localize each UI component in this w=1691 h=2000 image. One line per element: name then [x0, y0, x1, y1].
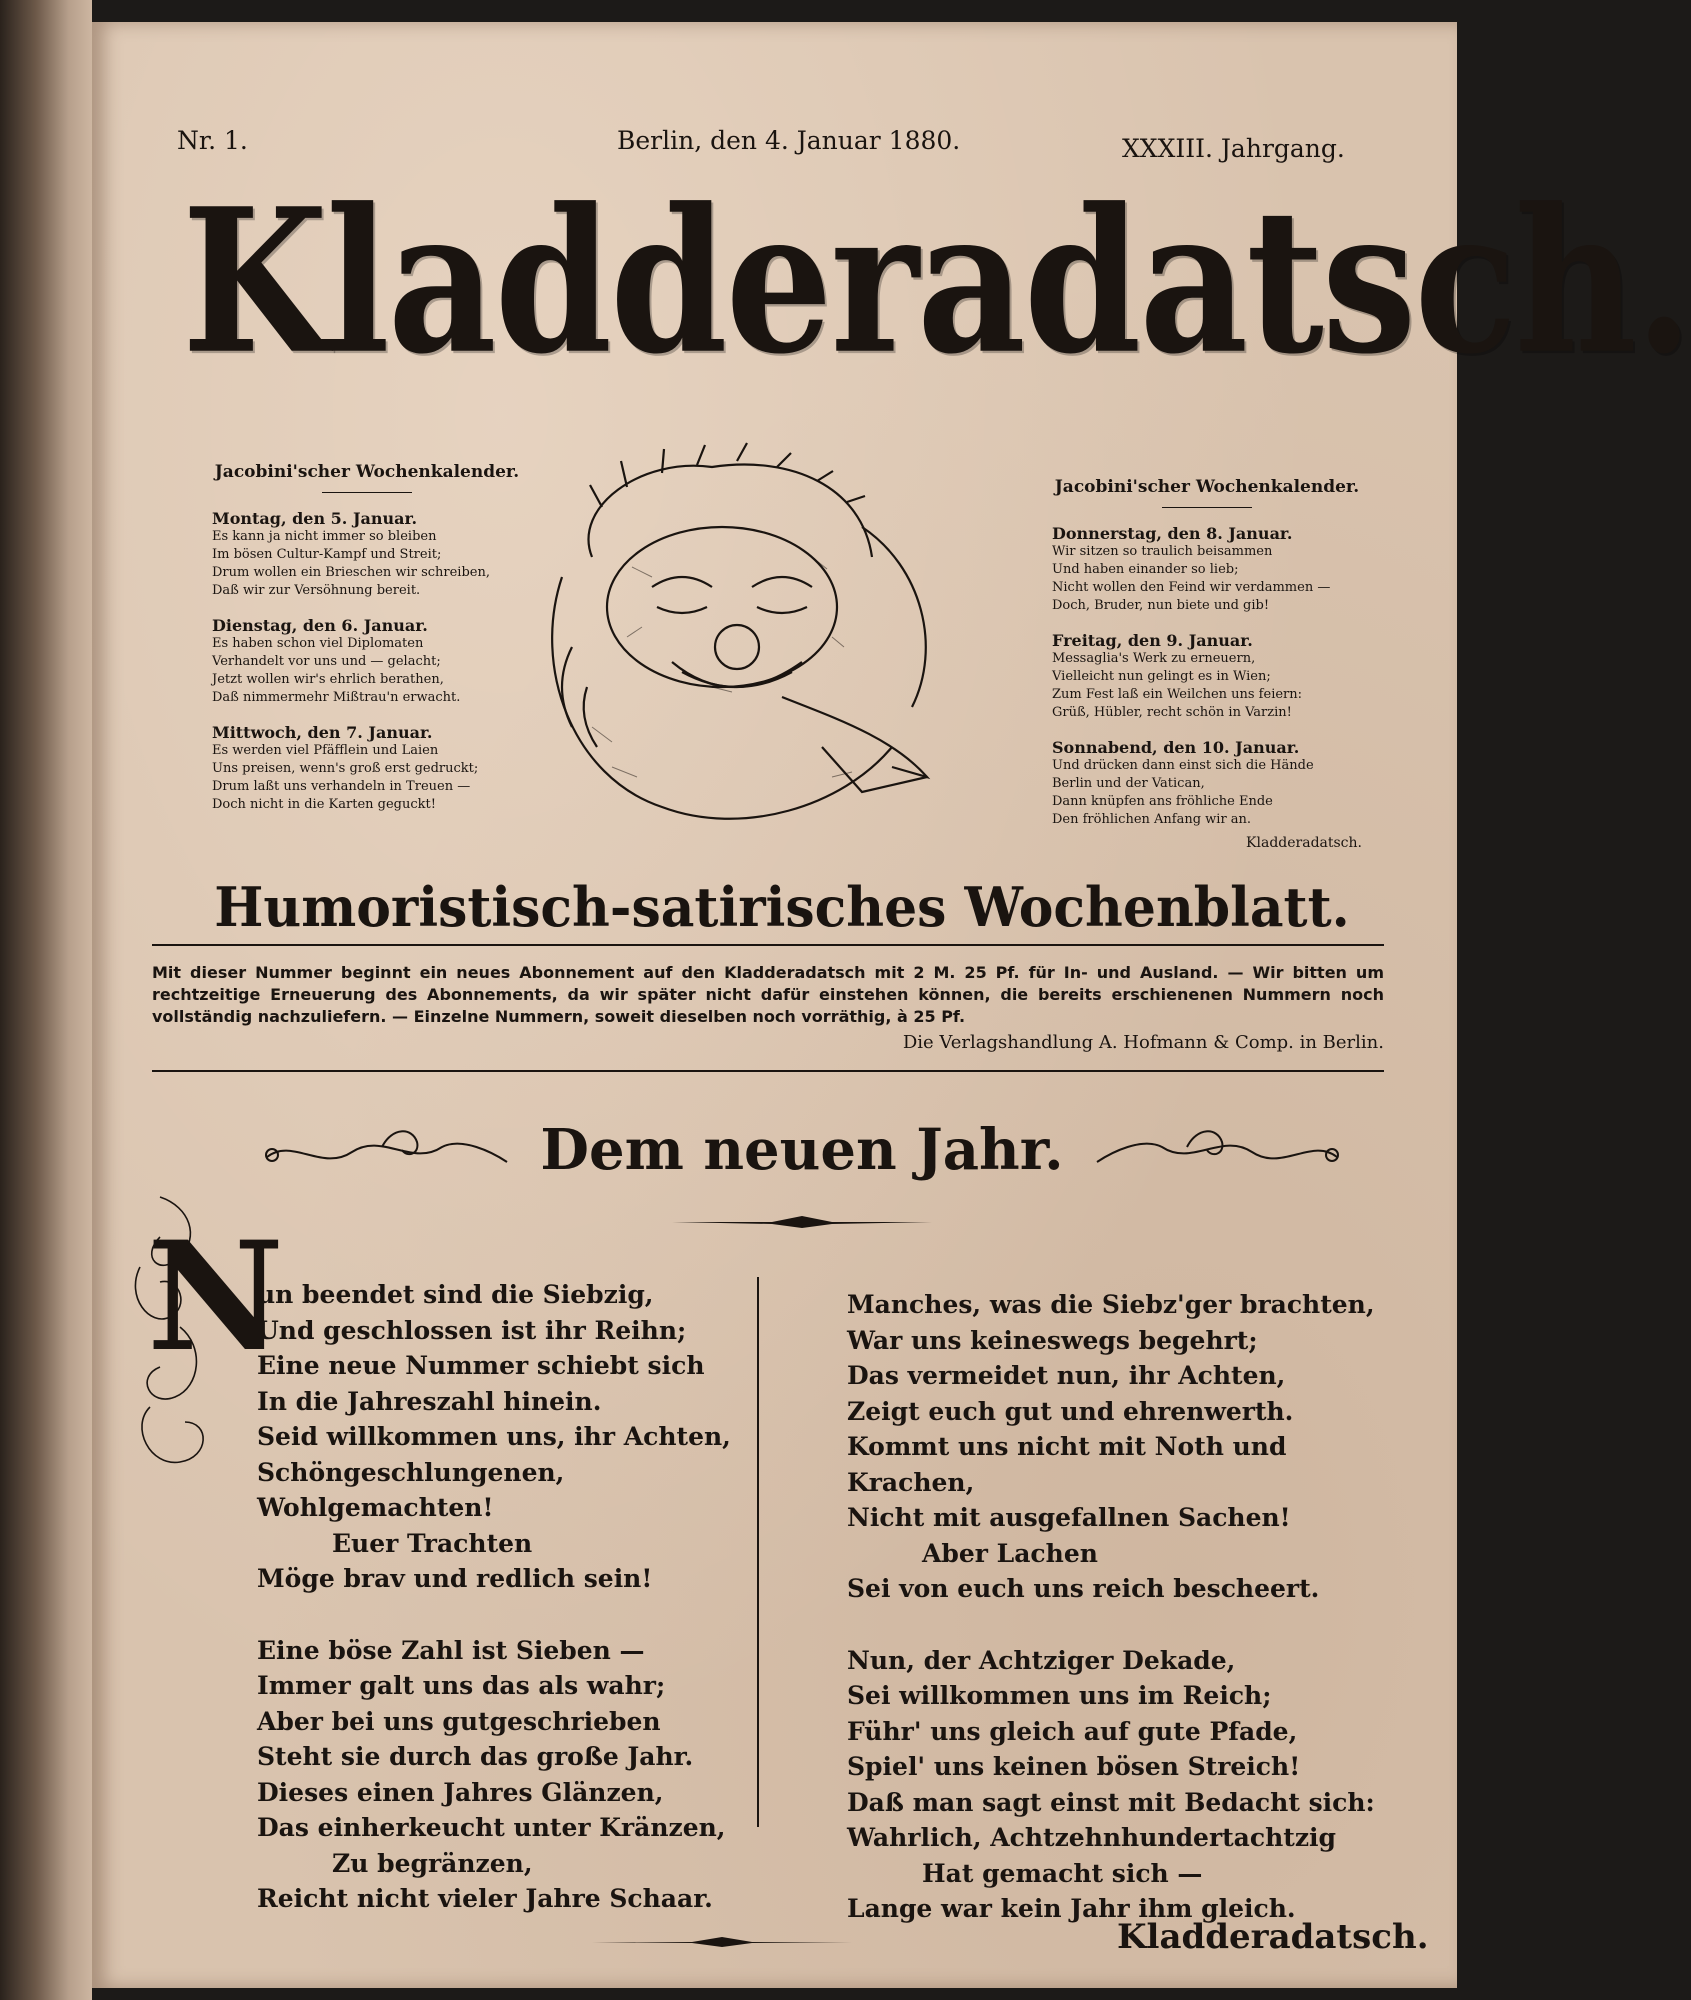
calendar-left-rule [322, 492, 412, 493]
calendar-signature: Kladderadatsch. [1246, 835, 1362, 851]
calendar-verse-line: Berlin und der Vatican, [1052, 776, 1205, 791]
calendar-right-title: Jacobini'scher Wochenkalender. [1054, 477, 1360, 497]
rule-bottom [152, 1070, 1384, 1072]
calendar-verse-line: Dann knüpfen ans fröhliche Ende [1052, 794, 1273, 809]
poem-line: Schöngeschlungenen, Wohlgemachten! [257, 1457, 565, 1522]
calendar-verse-line: Grüß, Hübler, recht schön in Varzin! [1052, 705, 1292, 720]
flourish-right-icon [1092, 1117, 1342, 1187]
poem-line: Seid willkommen uns, ihr Achten, [257, 1422, 731, 1451]
poem-column-2 [847, 1287, 1407, 1927]
calendar-day-title: Freitag, den 9. Januar. [1052, 631, 1253, 650]
calendar-left-title: Jacobini'scher Wochenkalender. [214, 462, 520, 482]
calendar-day-title: Dienstag, den 6. Januar. [212, 616, 428, 635]
calendar-verse-line: Daß nimmermehr Mißtrau'n erwacht. [212, 690, 461, 705]
poem-line: Das vermeidet nun, ihr Achten, [847, 1361, 1286, 1390]
poem-line: Reicht nicht vieler Jahre Schaar. [257, 1884, 713, 1913]
poem-line: Und geschlossen ist ihr Reihn; [257, 1315, 687, 1345]
poem-line: Aber bei uns gutgeschrieben [257, 1706, 661, 1736]
poem-line: Aber Lachen [922, 1538, 1098, 1568]
column-2-stanza-2 [847, 1643, 1407, 1927]
poem-line: War uns keineswegs begehrt; [847, 1325, 1258, 1355]
poem-line: Sei willkommen uns im Reich; [847, 1681, 1272, 1710]
poem-line: Wahrlich, Achtzehnhundertachtzig [847, 1823, 1337, 1852]
calendar-verse-line: Vielleicht nun gelingt es in Wien; [1052, 669, 1271, 684]
poem-line: Hat gemacht sich — [922, 1858, 1203, 1888]
calendar-verse-line: Es haben schon viel Diplomaten [212, 636, 424, 651]
dropcap-letter: N [147, 1209, 285, 1385]
poem-line: Dieses einen Jahres Glänzen, [257, 1777, 664, 1807]
calendar-verse-line: Doch, Bruder, nun biete und gib! [1052, 598, 1270, 613]
poem-line: Spiel' uns keinen bösen Streich! [847, 1752, 1301, 1781]
title-ornament-icon [672, 1212, 932, 1232]
calendar-verse-line: Uns preisen, wenn's groß erst gedruckt; [212, 761, 479, 776]
calendar-verse-line: Nicht wollen den Feind wir verdammen — [1052, 580, 1331, 595]
calendar-verse-line: Es kann ja nicht immer so bleiben [212, 529, 437, 544]
poem-line: Eine neue Nummer schiebt sich [257, 1351, 705, 1380]
poem-line: Zu begränzen, [332, 1848, 533, 1878]
calendar-verse-line: Drum laßt uns verhandeln in Treuen — [212, 779, 471, 794]
notice-text: Mit dieser Nummer beginnt ein neues Abonnement auf den Kladderadatsch mit 2 M. 25 Pf. für In- und Ausland. — Wir bitten um rechtzeitige Erneuerung des Abonnements, da wir später nicht dafür einstehen können, die bereits erschienenen Nummern noch vollständig nachzuliefern. — Einzelne Nummern, soweit dieselben noch vorräthig, à 25 Pf. [152, 963, 1384, 1026]
calendar-verse-line: Im bösen Cultur-Kampf und Streit; [212, 547, 442, 562]
calendar-verse-line: Es werden viel Pfäfflein und Laien [212, 743, 439, 758]
volume: XXXIII. Jahrgang. [1122, 134, 1345, 163]
caricature-illustration [532, 447, 972, 847]
poem-title-block [262, 1117, 1342, 1187]
calendar-left [212, 462, 522, 814]
calendar-right-days [1052, 524, 1362, 829]
poem-line: Steht sie durch das große Jahr. [257, 1742, 694, 1771]
poem-title: Dem neuen Jahr. [540, 1117, 1064, 1183]
calendar-verse-line: Doch nicht in die Karten geguckt! [212, 797, 436, 812]
poem-column-1 [257, 1277, 737, 1917]
calendar-verse-line: Messaglia's Werk zu erneuern, [1052, 651, 1256, 666]
poem-line: Nicht mit ausgefallnen Sachen! [847, 1503, 1291, 1532]
caricature-svg [532, 447, 972, 847]
calendar-verse-line: Jetzt wollen wir's ehrlich berathen, [212, 672, 444, 687]
poem-line: Führ' uns gleich auf gute Pfade, [847, 1716, 1298, 1746]
bottom-ornament-icon [592, 1932, 852, 1952]
calendar-verse-line: Verhandelt vor uns und — gelacht; [212, 654, 441, 669]
poem-line: Zeigt euch gut und ehrenwerth. [847, 1396, 1294, 1426]
issue-number: Nr. 1. [177, 126, 248, 155]
calendar-right-rule [1162, 507, 1252, 508]
calendar-day-title: Donnerstag, den 8. Januar. [1052, 524, 1293, 543]
poem-line: Lange war kein Jahr ihm gleich. [847, 1894, 1296, 1923]
calendar-day-title: Mittwoch, den 7. Januar. [212, 723, 433, 742]
calendar-verse-line: Und haben einander so lieb; [1052, 562, 1239, 577]
subtitle: Humoristisch-satirisches Wochenblatt. [214, 875, 1350, 940]
poem-signature: Kladderadatsch. [1117, 1917, 1429, 1957]
calendar-verse-line: Wir sitzen so traulich beisammen [1052, 544, 1273, 559]
calendar-left-days [212, 509, 522, 814]
column-divider [757, 1277, 759, 1827]
calendar-verse-line: Drum wollen ein Brieschen wir schreiben, [212, 565, 490, 580]
poem-line: Nun, der Achtziger Dekade, [847, 1645, 1236, 1675]
calendar-right [1052, 477, 1362, 851]
poem-line: Manches, was die Siebz'ger brachten, [847, 1290, 1375, 1319]
book-spine [0, 0, 92, 2000]
poem-line: Euer Trachten [332, 1528, 533, 1558]
publisher-line: Die Verlagshandlung A. Hofmann & Comp. in Berlin. [902, 1032, 1384, 1053]
column-1-stanza-2 [257, 1633, 737, 1917]
dateline: Berlin, den 4. Januar 1880. [617, 126, 961, 155]
calendar-verse-line: Zum Fest laß ein Weilchen uns feiern: [1052, 687, 1303, 702]
column-1-stanza-1 [257, 1277, 737, 1597]
poem-line: Kommt uns nicht mit Noth und Krachen, [847, 1432, 1287, 1497]
calendar-verse-line: Daß wir zur Versöhnung bereit. [212, 583, 421, 598]
subscription-notice [152, 962, 1384, 1053]
poem-line: Sei von euch uns reich bescheert. [847, 1574, 1320, 1603]
calendar-day-title: Sonnabend, den 10. Januar. [1052, 738, 1300, 757]
flourish-left-icon [262, 1117, 512, 1187]
calendar-day-title: Montag, den 5. Januar. [212, 509, 418, 528]
poem-line: Das einherkeucht unter Kränzen, [257, 1813, 726, 1842]
column-2-stanza-1 [847, 1287, 1407, 1607]
poem-line: Daß man sagt einst mit Bedacht sich: [847, 1787, 1375, 1817]
poem-line: Immer galt uns das als wahr; [257, 1671, 666, 1700]
calendar-verse-line: Und drücken dann einst sich die Hände [1052, 758, 1314, 773]
masthead-title: Kladderadatsch. [182, 164, 1691, 398]
poem-line: Eine böse Zahl ist Sieben — [257, 1635, 645, 1665]
poem-line: Möge brav und redlich sein! [257, 1564, 653, 1593]
poem-line: In die Jahreszahl hinein. [257, 1386, 602, 1416]
rule-top [152, 944, 1384, 946]
newspaper-page [92, 22, 1691, 1988]
poem-line: un beendet sind die Siebzig, [257, 1280, 654, 1309]
calendar-verse-line: Den fröhlichen Anfang wir an. [1052, 812, 1252, 827]
